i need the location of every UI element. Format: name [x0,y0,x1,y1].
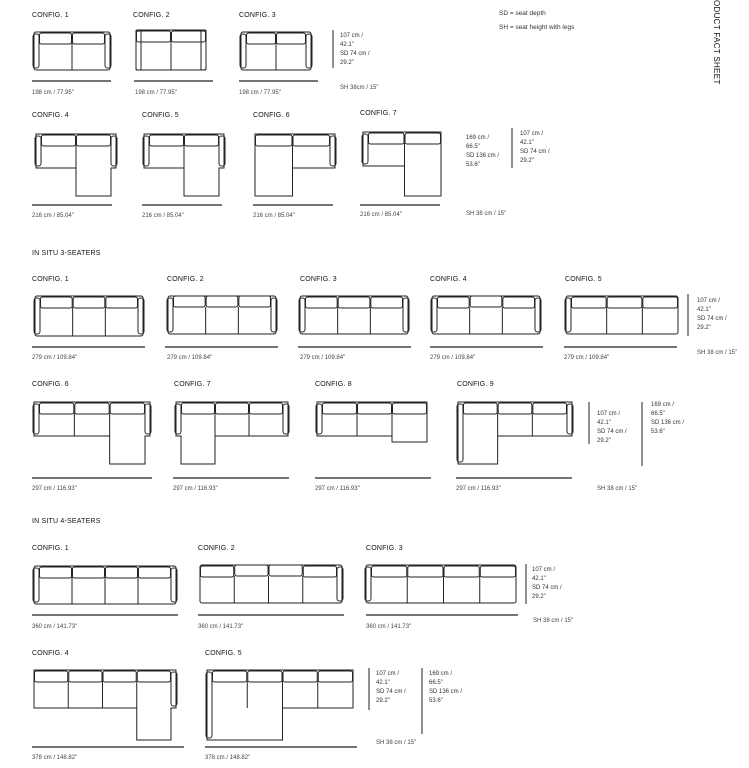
width-dimension-label: 279 cm / 109.84" [32,355,78,361]
config-label: CONFIG. 6 [32,381,69,388]
config-label: CONFIG. 5 [565,276,602,283]
sofa-backrest [250,403,283,414]
seat-height-label: SH 38 cm / 15" [466,211,507,217]
sofa-backrest [201,566,234,577]
width-dimension-label: 378 cm / 148.82" [205,755,251,761]
width-dimension-label: 198 cm / 77.95" [32,90,74,96]
width-dimension-label: 279 cm / 109.84" [300,355,346,361]
sofa-backrest [73,567,105,578]
sofa-backrest [408,566,443,577]
sofa-backrest [358,403,392,414]
depth-spec-line: SD 74 cm / [532,585,562,591]
sofa-backrest [371,297,403,308]
depth-spec-line: SD 136 cm / [651,420,685,426]
config-label: CONFIG. 1 [32,12,69,19]
depth-spec-line: SD 74 cm / [376,689,406,695]
seat-height-label: SH 38 cm / 15" [597,486,638,492]
width-dimension-label: 360 cm / 141.73" [198,624,244,630]
width-dimension-label: 360 cm / 141.73" [366,624,412,630]
sofa-backrest [643,297,678,308]
width-dimension-label: 216 cm / 85.04" [360,212,402,218]
config-label: CONFIG. 2 [133,12,170,19]
depth-spec-line: 107 cm / [520,131,544,137]
depth-spec-line: 29.2" [532,594,546,600]
seat-height-label: SH 38 cm / 15" [697,350,738,356]
sofa-backrest [40,403,74,414]
sofa-backrest [77,135,111,146]
sofa-backrest [393,403,427,414]
width-dimension-label: 216 cm / 85.04" [253,213,295,219]
legend-seat-depth: SD = seat depth [499,10,546,17]
sofa-backrest [438,297,470,308]
sofa-backrest [444,566,479,577]
depth-spec-line: 29.2" [520,158,534,164]
sofa-backrest [40,33,72,44]
sofa-backrest [464,403,498,414]
depth-spec-line: 107 cm / [340,33,364,39]
sofa-backrest [35,671,68,682]
depth-spec-line: 29.2" [697,325,711,331]
config-label: CONFIG. 4 [32,112,69,119]
config-label: CONFIG. 1 [32,545,69,552]
sofa-backrest [174,296,206,307]
width-dimension-label: 279 cm / 109.84" [564,355,610,361]
sofa-backrest [470,296,502,307]
depth-spec-line: 169 cm / [651,402,675,408]
depth-spec-line: SD 136 cm / [429,689,463,695]
sofa-backrest [106,567,138,578]
config-label: CONFIG. 2 [167,276,204,283]
sofa-backrest [607,297,642,308]
depth-spec-line: 29.2" [340,60,354,66]
width-dimension-label: 297 cm / 116.93" [173,486,218,492]
sofa-backrest [318,671,352,682]
sofa-base [34,402,150,464]
depth-spec-line: 53.6" [651,429,665,435]
sofa-backrest [269,565,302,576]
config-label: CONFIG. 2 [198,545,235,552]
width-dimension-label: 360 cm / 141.73" [32,624,78,630]
sofa-base [317,402,427,442]
depth-spec-line: 107 cm / [697,298,721,304]
depth-spec-line: 66.5" [429,680,443,686]
width-dimension-label: 216 cm / 85.04" [142,213,184,219]
section-title: IN SITU 4-SEATERS [32,518,101,525]
section-title: IN SITU 3-SEATERS [32,250,101,257]
sofa-backrest [139,567,171,578]
config-label: CONFIG. 7 [360,110,397,117]
depth-spec-line: 42.1" [520,140,534,146]
sofa-backrest [293,135,330,146]
config-label: CONFIG. 1 [32,276,69,283]
sofa-backrest [369,133,405,144]
sofa-backrest [303,566,336,577]
sofa-base [200,565,342,603]
sofa-backrest [256,135,293,146]
sofa-backrest [323,403,357,414]
width-dimension-label: 279 cm / 109.84" [430,355,476,361]
width-dimension-label: 216 cm / 85.04" [32,213,74,219]
depth-spec-line: 53.6" [466,162,480,168]
sofa-backrest [498,403,532,414]
config-label: CONFIG. 3 [239,12,276,19]
config-label: CONFIG. 8 [315,381,352,388]
sofa-backrest [277,33,306,44]
sofa-base [255,134,335,196]
sofa-backrest [40,567,72,578]
depth-spec-line: 66.5" [651,411,665,417]
depth-spec-line: 169 cm / [429,671,453,677]
depth-spec-line: SD 136 cm / [466,153,500,159]
depth-spec-line: SD 74 cm / [597,429,627,435]
sofa-backrest [248,671,282,682]
sofa-base [566,296,678,334]
sofa-backrest [172,31,206,42]
sofa-base [34,670,176,740]
config-label: CONFIG. 6 [253,112,290,119]
depth-spec-line: 66.5" [466,144,480,150]
seat-height-label: SH 38cm / 15" [340,85,379,91]
depth-spec-line: SD 74 cm / [520,149,550,155]
sofa-base [458,402,572,464]
sofa-backrest [213,671,247,682]
sofa-backrest [73,297,105,308]
sofa-backrest [110,403,144,414]
sofa-backrest [69,671,102,682]
depth-spec-line: 107 cm / [597,411,621,417]
config-label: CONFIG. 9 [457,381,494,388]
depth-spec-line: 42.1" [697,307,711,313]
width-dimension-label: 198 cm / 77.95" [239,90,281,96]
sofa-backrest [247,33,276,44]
config-label: CONFIG. 7 [174,381,211,388]
sofa-base [300,296,408,334]
depth-spec-line: 53.6" [429,698,443,704]
sofa-backrest [306,297,338,308]
sofa-base [176,402,288,464]
width-dimension-label: 378 cm / 148.82" [32,755,78,761]
config-label: CONFIG. 5 [205,650,242,657]
seat-height-label: SH 38 cm / 15" [533,618,574,624]
sofa-backrest [405,133,441,144]
vertical-sheet-title: ODUCT FACT SHEET [712,0,721,85]
sofa-base [363,132,441,196]
sofa-backrest [137,31,171,42]
width-dimension-label: 297 cm / 116.93" [315,486,360,492]
depth-spec-line: 29.2" [597,438,611,444]
sofa-backrest [41,297,73,308]
sofa-backrest [372,566,407,577]
depth-spec-line: 42.1" [340,42,354,48]
sofa-backrest [216,403,249,414]
config-label: CONFIG. 3 [366,545,403,552]
sofa-backrest [42,135,76,146]
sofa-backrest [106,297,138,308]
sofa-base [35,296,143,336]
sofa-backrest [480,566,515,577]
sofa-backrest [137,671,170,682]
depth-spec-line: 42.1" [376,680,390,686]
legend-seat-height: SH = seat height with legs [499,24,575,31]
depth-spec-line: 107 cm / [376,671,400,677]
width-dimension-label: 297 cm / 116.93" [32,486,77,492]
config-label: CONFIG. 4 [430,276,467,283]
sofa-base [207,670,353,740]
sofa-backrest [235,565,268,576]
depth-spec-line: 169 cm / [466,135,490,141]
sofa-base [432,296,540,334]
sofa-backrest [572,297,607,308]
sofa-backrest [503,297,535,308]
sofa-base [366,565,516,603]
depth-spec-line: 29.2" [376,698,390,704]
depth-spec-line: 107 cm / [532,567,556,573]
sofa-base [168,296,276,334]
sofa-backrest [103,671,136,682]
sofa-backrest [185,135,219,146]
sofa-backrest [73,33,105,44]
depth-spec-line: SD 74 cm / [697,316,727,322]
width-dimension-label: 279 cm / 109.84" [167,355,213,361]
depth-spec-line: 42.1" [597,420,611,426]
sofa-backrest [150,135,184,146]
depth-spec-line: 42.1" [532,576,546,582]
sofa-backrest [182,403,215,414]
sofa-backrest [283,671,317,682]
sofa-backrest [338,297,370,308]
sofa-backrest [533,403,567,414]
width-dimension-label: 198 cm / 77.95" [135,90,177,96]
config-label: CONFIG. 3 [300,276,337,283]
seat-height-label: SH 38 cm / 15" [376,740,417,746]
width-dimension-label: 297 cm / 116.93" [456,486,501,492]
sofa-backrest [239,296,271,307]
sofa-backrest [206,296,238,307]
config-label: CONFIG. 5 [142,112,179,119]
depth-spec-line: SD 74 cm / [340,51,370,57]
sofa-backrest [75,403,109,414]
config-label: CONFIG. 4 [32,650,69,657]
